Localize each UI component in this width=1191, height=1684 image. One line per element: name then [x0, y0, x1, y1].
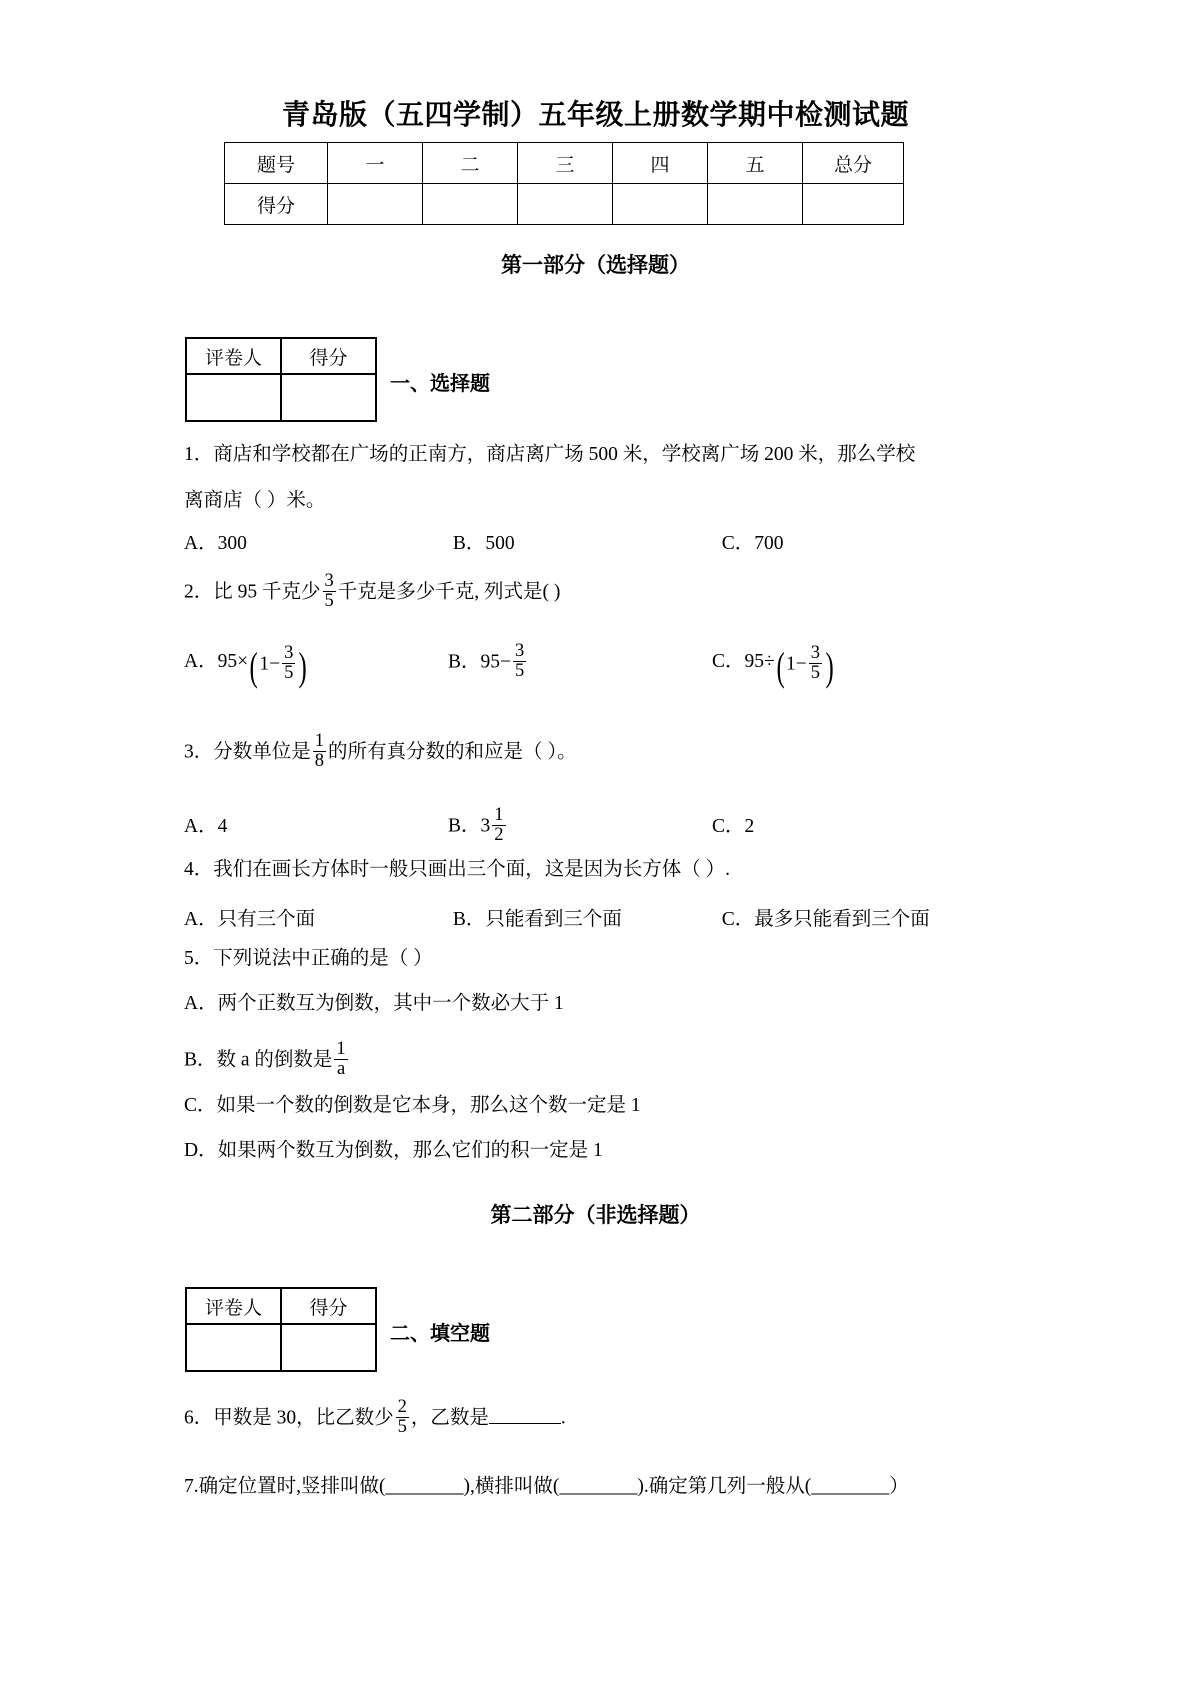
question-3-option-c[interactable]: C．2: [712, 815, 755, 837]
score-cell-3[interactable]: [518, 184, 613, 225]
question-1-option-c[interactable]: C．700: [721, 533, 784, 554]
table-row-scores: [225, 184, 904, 225]
score-summary-table: [224, 142, 904, 225]
table-row: [186, 338, 376, 374]
fraction-denominator: 5: [397, 1415, 407, 1437]
fraction-numerator: 1: [314, 730, 325, 751]
right-paren: ): [298, 644, 308, 690]
page-title: 青岛版（五四学制）五年级上册数学期中检测试题: [281, 98, 909, 131]
answer-blank-1[interactable]: ________: [385, 1476, 464, 1497]
score-cell-total[interactable]: [803, 184, 904, 225]
fraction-three-fifths: [809, 641, 822, 683]
grader-label: 评卷人: [186, 338, 281, 374]
question-1-line-2: 离商店（ ）米。: [184, 490, 326, 511]
question-1-option-b[interactable]: B．500: [452, 533, 515, 554]
option-a-lead: 95×: [217, 651, 249, 673]
question-3-options: [184, 806, 754, 845]
section-title-choice: 一、选择题: [390, 371, 490, 395]
question-3-prefix: 3．分数单位是: [184, 741, 311, 763]
grader-label: 评卷人: [186, 1288, 281, 1324]
grader-box-section-two: [185, 1287, 377, 1372]
score-cell-1[interactable]: [328, 184, 423, 225]
question-2-option-c[interactable]: [712, 643, 835, 690]
table-row: [186, 374, 376, 421]
question-7-segment-2: ),横排叫做(: [463, 1476, 560, 1497]
grader-score-cell[interactable]: [281, 1324, 376, 1371]
fraction-three-fifths: [282, 641, 295, 683]
question-3-option-b[interactable]: [448, 806, 712, 845]
fraction-one-eighth: [313, 732, 326, 771]
option-c-label: C．: [712, 651, 745, 673]
fraction-three-fifths: [323, 572, 336, 611]
fraction-numerator: 1: [494, 804, 504, 825]
option-a-inner-lead: 1−: [259, 653, 281, 675]
question-2-suffix: 千克是多少千克, 列式是( ): [337, 581, 561, 603]
option-c-inner-lead: 1−: [786, 653, 807, 675]
fraction-numerator: 3: [324, 570, 334, 591]
table-row: [186, 1288, 376, 1324]
question-2-text: [184, 572, 560, 611]
question-3-suffix: 的所有真分数的和应是（ ）。: [328, 741, 577, 763]
answer-blank-3[interactable]: ________: [811, 1476, 890, 1497]
fraction-numerator: 2: [397, 1396, 407, 1417]
grader-score-label: 得分: [281, 338, 376, 374]
grader-box-section-one: [185, 337, 377, 422]
question-4-option-a[interactable]: A．只有三个面: [184, 909, 316, 930]
question-3-text: [184, 732, 577, 771]
mixed-number: [481, 806, 508, 845]
fraction-denominator: 5: [324, 589, 334, 611]
fraction-one-half: [492, 806, 505, 845]
grader-value-cell[interactable]: [186, 1324, 281, 1371]
fraction-one-over-a: [334, 1040, 347, 1079]
question-4-option-c[interactable]: C．最多只能看到三个面: [721, 909, 930, 930]
score-table-col-4: 四: [613, 143, 708, 184]
question-3-option-a[interactable]: A．4: [184, 815, 228, 837]
grader-score-cell[interactable]: [281, 374, 376, 421]
fraction-numerator: 3: [810, 641, 821, 663]
fraction-three-fifths: [513, 642, 526, 681]
question-7-segment-1: 7.确定位置时,竖排叫做(: [184, 1476, 386, 1497]
question-5-option-d[interactable]: D．如果两个数互为倒数，那么它们的积一定是 1: [184, 1140, 603, 1161]
question-6-text: [184, 1398, 566, 1437]
option-b-label: B．: [448, 815, 481, 837]
part-one-heading: 第一部分（选择题）: [501, 253, 690, 277]
score-cell-2[interactable]: [423, 184, 518, 225]
option-c-inner: [786, 641, 824, 683]
mixed-whole: 3: [480, 815, 491, 837]
fraction-numerator: 3: [284, 641, 294, 663]
question-5-option-c[interactable]: C．如果一个数的倒数是它本身，那么这个数一定是 1: [184, 1095, 641, 1116]
score-table-col-5: 五: [708, 143, 803, 184]
fraction-two-fifths: [396, 1398, 409, 1437]
option-b-label: B．: [448, 651, 481, 673]
answer-blank-2[interactable]: ________: [559, 1476, 638, 1497]
fraction-denominator: 8: [314, 749, 325, 771]
question-1-option-a[interactable]: A．300: [184, 533, 247, 554]
question-1-options: [184, 527, 784, 555]
score-table-row-label-score: 得分: [225, 184, 328, 225]
question-4-options: [184, 903, 930, 931]
fraction-numerator: 3: [515, 640, 525, 661]
option-c-lead: 95÷: [744, 651, 775, 673]
question-6-suffix: .: [560, 1407, 566, 1429]
fraction-denominator: 5: [515, 659, 525, 681]
answer-blank[interactable]: [489, 1423, 561, 1424]
question-4-text: 4．我们在画长方体时一般只画出三个面，这是因为长方体（ ）.: [184, 859, 731, 880]
fraction-denominator: 2: [494, 823, 504, 845]
right-paren: ): [825, 644, 834, 690]
score-table-col-2: 二: [423, 143, 518, 184]
option-b-lead: 95−: [480, 651, 512, 673]
fraction-numerator: 1: [336, 1038, 346, 1059]
option-a-inner: [259, 641, 297, 683]
section-title-fill-blank: 二、填空题: [390, 1321, 490, 1345]
question-7-segment-4: ）: [889, 1476, 909, 1497]
score-table-col-total: 总分: [803, 143, 904, 184]
grader-score-label: 得分: [281, 1288, 376, 1324]
question-2-prefix: 2．比 95 千克少: [184, 581, 321, 603]
score-cell-4[interactable]: [613, 184, 708, 225]
question-2-option-b[interactable]: [448, 642, 712, 681]
fraction-denominator: 5: [810, 661, 821, 683]
score-cell-5[interactable]: [708, 184, 803, 225]
left-paren: (: [249, 644, 258, 690]
score-table-row-label-question: 题号: [225, 143, 328, 184]
question-6-prefix: 6．甲数是 30，比乙数少: [184, 1407, 394, 1429]
option-a-label: A．: [184, 651, 218, 673]
score-table-col-3: 三: [518, 143, 613, 184]
question-2-options: [184, 642, 835, 690]
question-2-option-a[interactable]: [184, 643, 448, 690]
table-row: [186, 1324, 376, 1371]
question-5-option-b[interactable]: [184, 1040, 350, 1079]
table-row-header: [225, 143, 904, 184]
score-table-col-1: 一: [328, 143, 423, 184]
question-6-middle: ，乙数是: [410, 1407, 489, 1429]
fraction-denominator: a: [336, 1057, 346, 1079]
fraction-denominator: 5: [284, 661, 294, 683]
question-7-segment-3: ).确定第几列一般从(: [637, 1476, 812, 1497]
question-4-option-b[interactable]: B．只能看到三个面: [452, 909, 622, 930]
part-two-heading: 第二部分（非选择题）: [490, 1203, 701, 1227]
question-5-option-a[interactable]: A．两个正数互为倒数，其中一个数必大于 1: [184, 993, 564, 1014]
grader-value-cell[interactable]: [186, 374, 281, 421]
question-7-text: [184, 1475, 909, 1498]
question-5-text: 5．下列说法中正确的是（ ）: [184, 948, 433, 969]
question-1-line-1: 1．商店和学校都在广场的正南方，商店离广场 500 米，学校离广场 200 米，那么学校: [184, 444, 916, 465]
option-b-prefix: B．数 a 的倒数是: [184, 1049, 333, 1071]
left-paren: (: [776, 644, 785, 690]
